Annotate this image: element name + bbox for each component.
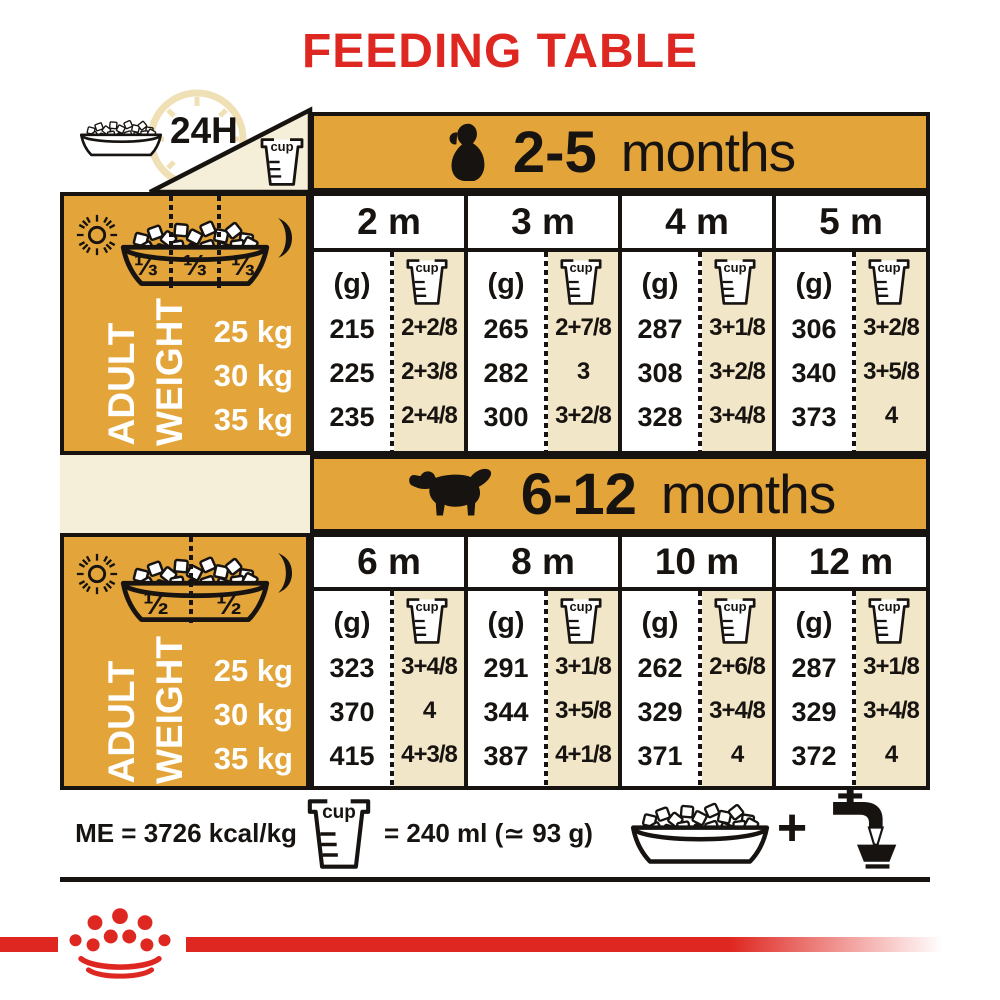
measuring-cup-icon: cup [404,596,450,646]
portion-fraction: ⅓ [230,250,256,282]
cups-value: 3+4/8 [709,402,765,429]
cups-value: 4 [422,697,436,724]
measuring-cup-icon: cup [404,257,450,307]
grams-unit-label: (g) [795,268,833,300]
grams-value: 373 [791,402,837,432]
weight-row-label: 30 kg [213,697,293,732]
grams-unit-label: (g) [333,607,371,639]
section2-month-header-row [310,533,930,591]
grams-unit-label: (g) [641,268,679,300]
food-bowl-icon [624,792,776,874]
puppy-silhouette-icon [445,122,489,182]
grams-value: 328 [637,402,683,432]
portion-fraction: ⅓ [133,250,159,282]
cups-value: 4 [884,402,898,429]
empty-cream-cell [60,455,310,533]
cups-value: 2+2/8 [401,314,457,341]
section1-header [310,112,930,192]
measuring-cup-icon: cup [558,596,604,646]
cups-value: 3+2/8 [863,314,919,341]
measuring-cup-icon: cup [712,257,758,307]
cups-value: 3+2/8 [709,358,765,385]
grams-value: 282 [483,358,529,388]
grams-value: 291 [483,653,529,683]
grams-value: 340 [791,358,837,388]
grams-unit-label: (g) [333,268,371,300]
month-column [772,591,926,786]
adult-weight-label: WEIGHT [149,636,190,784]
adult-dog-silhouette-icon [405,468,497,520]
weight-row-label: 25 kg [213,653,293,688]
cups-value: 3+2/8 [555,402,611,429]
plus-sign: + [776,799,808,857]
measuring-cup-icon [258,136,306,188]
section1-range: 2-5 [512,119,597,185]
grams-value: 265 [483,314,529,344]
grams-value: 225 [329,358,375,388]
grams-unit-label: (g) [795,607,833,639]
cups-value: 3+4/8 [401,653,457,680]
section1-month-header-row [310,192,930,252]
cups-value: 2+4/8 [401,402,457,429]
cups-value: 2+3/8 [401,358,457,385]
adult-weight-label: WEIGHT [149,298,190,446]
grams-value: 370 [329,697,375,727]
month-header: 2 m [357,201,421,242]
measuring-cup-icon: cup [304,794,374,874]
month-header: 3 m [464,196,618,248]
weight-row-label: 35 kg [213,741,293,776]
brand-bar-left [0,937,58,952]
crown-logo-icon [60,905,180,981]
cup-equivalence-label: = 240 ml (≃ 93 g) [384,818,593,848]
month-column [618,591,772,786]
section2-range: 6-12 [520,461,637,527]
water-tap-icon [816,785,898,877]
grams-value: 235 [329,402,375,432]
measuring-cup-icon: cup [866,596,912,646]
grams-unit-label: (g) [487,607,525,639]
grams-unit-label: (g) [487,268,525,300]
cups-value: 4 [730,741,744,768]
portion-fraction: ½ [216,586,242,621]
adult-weight-label: ADULT [101,660,142,784]
month-column [618,252,772,451]
month-column [464,591,618,786]
grams-value: 287 [637,314,683,344]
cups-value: 4+3/8 [401,741,457,768]
section2-data-row [310,591,930,790]
cups-value: 3+1/8 [555,653,611,680]
grams-value: 329 [637,697,683,727]
adult-weight-label: ADULT [101,322,142,446]
month-header: 10 m [618,537,772,587]
grams-value: 215 [329,314,375,344]
cups-value: 3+1/8 [709,314,765,341]
grams-value: 329 [791,697,837,727]
month-column [772,252,926,451]
cup-word: cup [270,139,294,154]
page-title: FEEDING TABLE [301,25,699,78]
cups-value: 3+5/8 [555,697,611,724]
grams-value: 287 [791,653,837,683]
grams-value: 308 [637,358,683,388]
portion-fraction: ½ [143,586,169,621]
portion-fraction: ⅓ [182,250,208,282]
24h-label: 24H [170,110,238,151]
cups-value: 4 [884,741,898,768]
cups-value: 3+5/8 [863,358,919,385]
measuring-cup-icon: cup [866,257,912,307]
section2-unit: months [660,463,836,525]
weight-row-label: 35 kg [213,402,293,437]
grams-value: 344 [483,697,529,727]
month-column [314,252,464,451]
grams-value: 371 [637,741,683,771]
grams-unit-label: (g) [641,607,679,639]
section1-data-row [310,252,930,455]
grams-value: 300 [483,402,529,432]
grams-value: 262 [637,653,683,683]
cups-value: 4+1/8 [555,741,611,768]
weight-row-label: 30 kg [213,358,293,393]
month-header: 6 m [357,541,421,582]
measuring-cup-icon: cup [712,596,758,646]
cups-value: 3 [576,358,590,385]
weight-row-label: 25 kg [213,314,293,349]
month-column [314,591,464,786]
month-header: 5 m [772,196,926,248]
measuring-cup-icon: cup [558,257,604,307]
cups-value: 3+1/8 [863,653,919,680]
energy-value-label: ME = 3726 kcal/kg [75,818,297,848]
cups-value: 3+4/8 [863,697,919,724]
grams-value: 323 [329,653,375,683]
month-header: 4 m [618,196,772,248]
grams-value: 306 [791,314,837,344]
grams-value: 415 [329,741,375,771]
cups-value: 3+4/8 [709,697,765,724]
section1-unit: months [620,121,796,183]
grams-value: 387 [483,741,529,771]
month-column [464,252,618,451]
grams-value: 372 [791,741,837,771]
brand-bar-right [186,937,942,952]
month-header: 8 m [464,537,618,587]
cups-value: 2+7/8 [555,314,611,341]
cups-value: 2+6/8 [709,653,765,680]
month-header: 12 m [772,537,926,587]
footer-divider-line [60,877,930,882]
section2-header [310,455,930,533]
